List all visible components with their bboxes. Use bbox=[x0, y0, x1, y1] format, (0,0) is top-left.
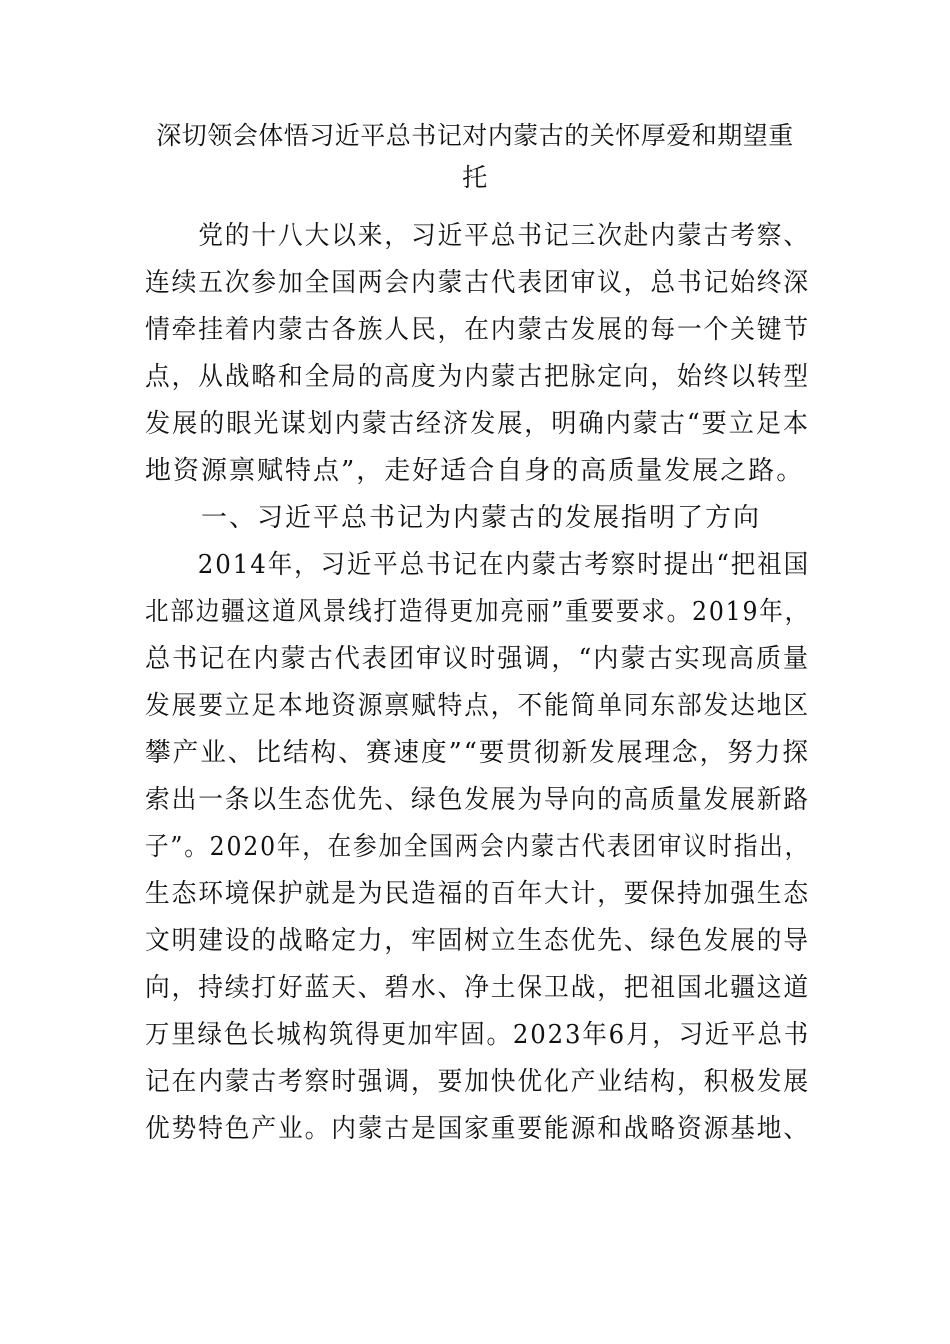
paragraph-1-line-5: 发展的眼光谋划内蒙古经济发展，明确内蒙古“要立足本 bbox=[145, 409, 811, 439]
document-title-line-2: 托 bbox=[462, 163, 488, 192]
paragraph-2-line-8: 生态环境保护就是为民造福的百年大计，要保持加强生态 bbox=[145, 879, 811, 909]
paragraph-2-line-12: 记在内蒙古考察时强调，要加快优化产业结构，积极发展 bbox=[145, 1067, 811, 1097]
document-title-line-1: 深切领会体悟习近平总书记对内蒙古的关怀厚爱和期望重 bbox=[156, 121, 794, 150]
paragraph-2-line-7: 子”。2020年，在参加全国两会内蒙古代表团审议时指出， bbox=[145, 832, 811, 862]
paragraph-2-line-9: 文明建设的战略定力，牢固树立生态优先、绿色发展的导 bbox=[145, 926, 811, 956]
paragraph-2-line-1: 2014年，习近平总书记在内蒙古考察时提出“把祖国 bbox=[145, 550, 810, 580]
paragraph-2-line-6: 索出一条以生态优先、绿色发展为导向的高质量发展新路 bbox=[145, 785, 811, 815]
paragraph-1-line-4: 点，从战略和全局的高度为内蒙古把脉定向，始终以转型 bbox=[145, 362, 811, 392]
paragraph-2-line-3: 总书记在内蒙古代表团审议时强调，“内蒙古实现高质量 bbox=[145, 644, 811, 674]
paragraph-1-line-1: 党的十八大以来，习近平总书记三次赴内蒙古考察、 bbox=[145, 221, 811, 251]
paragraph-2-line-10: 向，持续打好蓝天、碧水、净土保卫战，把祖国北疆这道 bbox=[145, 973, 811, 1003]
paragraph-1-line-3: 情牵挂着内蒙古各族人民，在内蒙古发展的每一个关键节 bbox=[145, 315, 811, 345]
paragraph-1-line-2: 连续五次参加全国两会内蒙古代表团审议，总书记始终深 bbox=[145, 268, 811, 298]
section-heading: 一、习近平总书记为内蒙古的发展指明了方向 bbox=[145, 503, 762, 533]
paragraph-2-line-4: 发展要立足本地资源禀赋特点，不能简单同东部发达地区 bbox=[145, 691, 811, 721]
paragraph-1-line-6: 地资源禀赋特点”，走好适合自身的高质量发展之路。 bbox=[145, 456, 805, 486]
paragraph-2-line-11: 万里绿色长城构筑得更加牢固。2023年6月，习近平总书 bbox=[145, 1020, 810, 1050]
paragraph-2-line-2: 北部边疆这道风景线打造得更加亮丽”重要要求。2019年， bbox=[145, 597, 811, 627]
paragraph-2-line-5: 攀产业、比结构、赛速度”“要贯彻新发展理念，努力探 bbox=[145, 738, 811, 768]
paragraph-2-line-13: 优势特色产业。内蒙古是国家重要能源和战略资源基地、 bbox=[145, 1114, 811, 1144]
